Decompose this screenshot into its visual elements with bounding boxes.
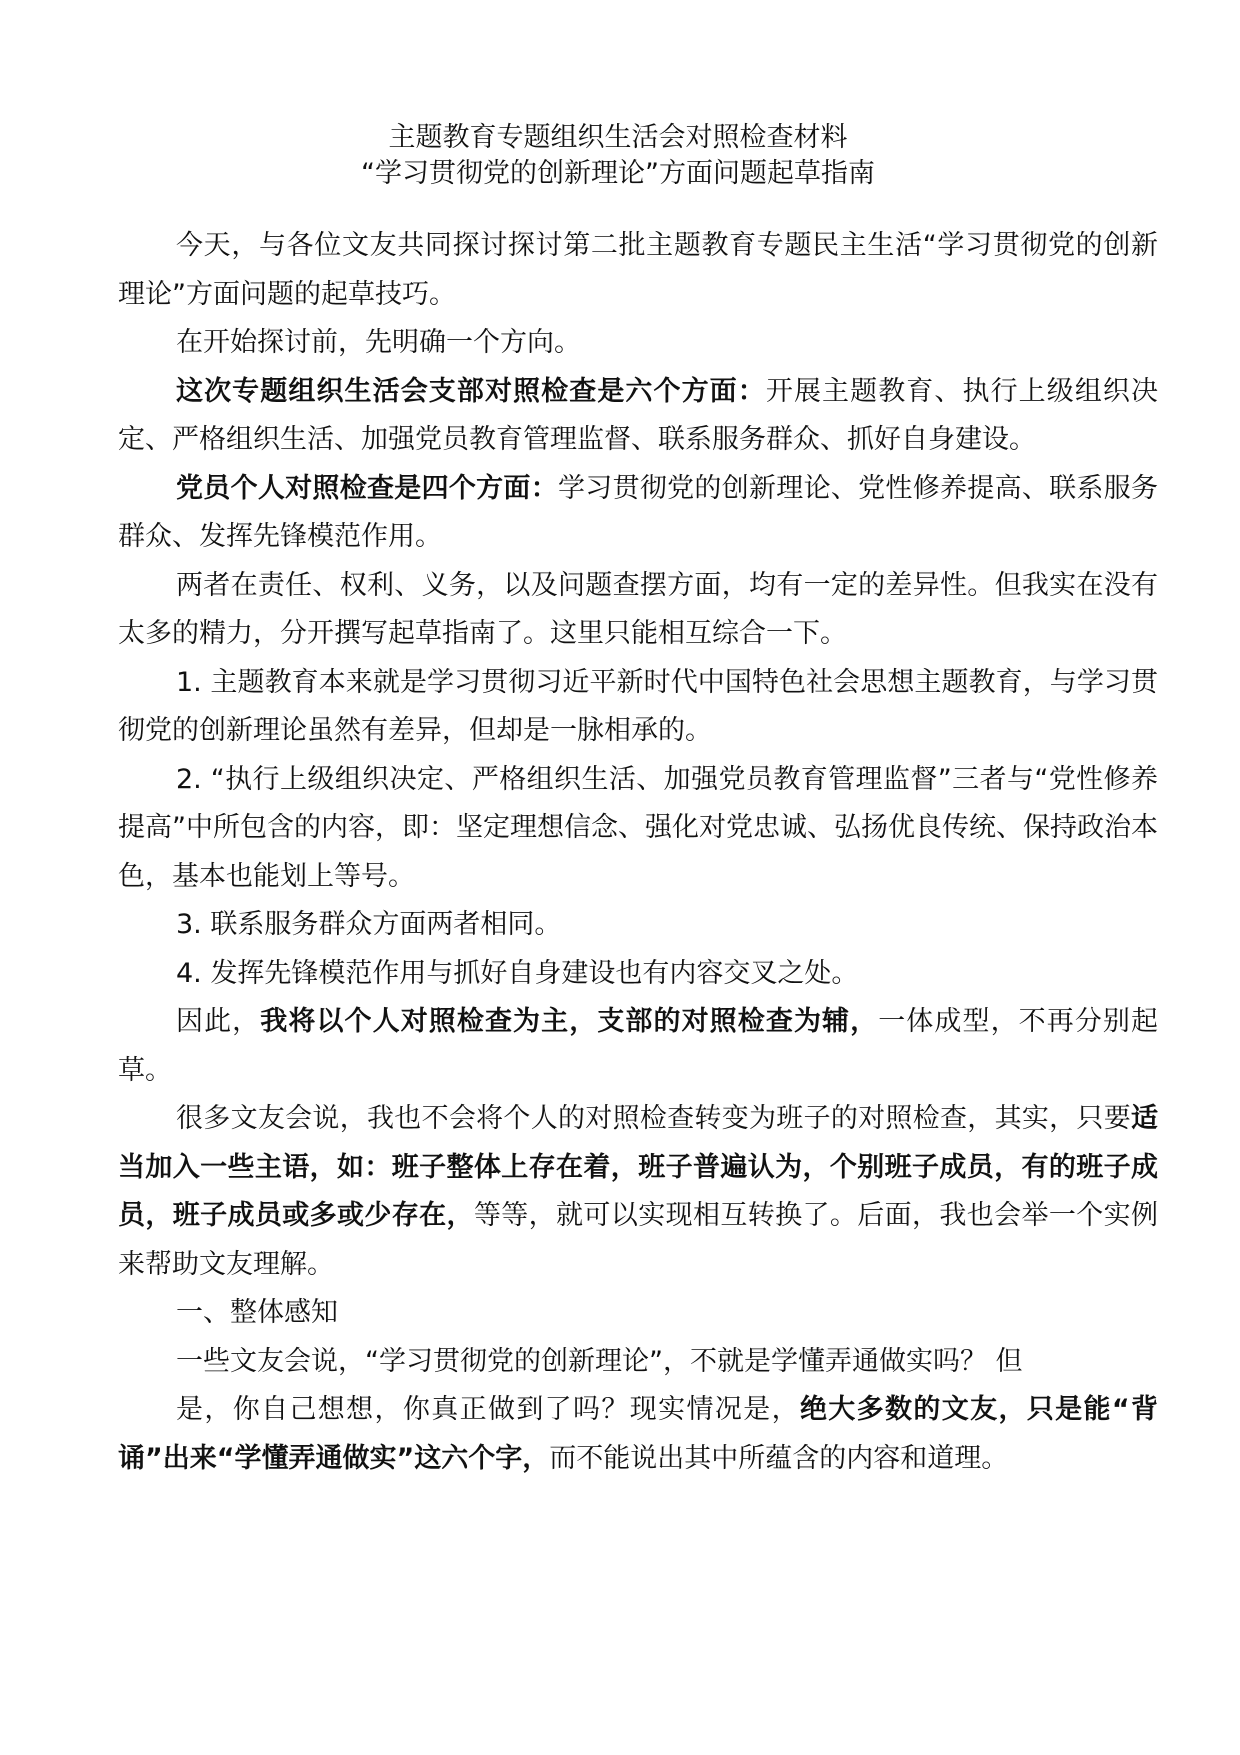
paragraph-3-bold: 这次专题组织生活会支部对照检查是六个方面： xyxy=(176,375,766,407)
paragraph-2: 在开始探讨前，先明确一个方向。 xyxy=(176,327,581,358)
document-title xyxy=(118,120,1158,192)
section-heading-1: 一、整体感知 xyxy=(176,1297,338,1328)
list-item-1: 1. 主题教育本来就是学习贯彻习近平新时代中国特色社会思想主题教育，与学习贯彻党的创新理论虽然有差异，但却是一脉相承的。 xyxy=(118,666,1158,746)
paragraph-11-pre: 很多文友会说，我也不会将个人的对照检查转变为班子的对照检查，其实，只要 xyxy=(176,1103,1131,1134)
title-line-1: 主题教育专题组织生活会对照检查材料 xyxy=(388,122,848,153)
paragraph-11 xyxy=(118,1095,1158,1289)
paragraph-11-post: 等等，就可以实现相互转换了。后面，我也会举一个实例来帮助文友理解。 xyxy=(118,1200,1159,1280)
paragraph-4-text: 学习贯彻党的创新理论、党性修养提高、联系服务群众、发挥先锋模范作用。 xyxy=(118,472,1158,552)
paragraph-14 xyxy=(118,1386,1158,1483)
list-item-3: 3. 联系服务群众方面两者相同。 xyxy=(176,909,562,940)
list-item-2: 2. “执行上级组织决定、严格组织生活、加强党员教育管理监督”三者与“党性修养提高”中所包含的内容，即：坚定理想信念、强化对党忠诚、弘扬优良传统、保持政治本色，基本也能划上等号。 xyxy=(118,763,1158,892)
paragraph-4 xyxy=(118,465,1158,562)
document-page xyxy=(118,120,1158,1483)
paragraph-14-bold: 绝大多数的文友，只是能“背诵”出来“学懂弄通做实”这六个字， xyxy=(118,1394,1159,1474)
paragraph-14-post: 而不能说出其中所蕴含的内容和道理。 xyxy=(549,1442,1009,1474)
paragraph-14-pre: 是，你自己想想，你真正做到了吗？现实情况是， xyxy=(176,1394,800,1425)
paragraph-3 xyxy=(118,368,1158,465)
paragraph-3-text: 开展主题教育、执行上级组织决定、严格组织生活、加强党员教育管理监督、联系服务群众、抓好自身建设。 xyxy=(118,375,1159,455)
paragraph-10-bold: 我将以个人对照检查为主，支部的对照检查为辅， xyxy=(260,1006,879,1037)
paragraph-10 xyxy=(118,998,1158,1095)
paragraph-11-bold: 适当加入一些主语，如：班子整体上存在着，班子普遍认为，个别班子成员，有的班子成员，班子成员或多或少存在， xyxy=(118,1103,1158,1231)
paragraph-4-bold: 党员个人对照检查是四个方面： xyxy=(176,472,558,504)
title-line-2: “学习贯彻党的创新理论”方面问题起草指南 xyxy=(361,158,875,189)
document-body xyxy=(118,222,1158,1483)
paragraph-10-pre: 因此， xyxy=(176,1006,261,1037)
paragraph-1: 今天，与各位文友共同探讨探讨第二批主题教育专题民主生活“学习贯彻党的创新理论”方面问题的起草技巧。 xyxy=(118,230,1158,310)
paragraph-10-post: 一体成型，不再分别起草。 xyxy=(118,1006,1159,1086)
paragraph-13: 一些文友会说，“学习贯彻党的创新理论”，不就是学懂弄通做实吗？ 但 xyxy=(176,1345,1023,1377)
paragraph-5: 两者在责任、权利、义务，以及问题查摆方面，均有一定的差异性。但我实在没有太多的精力，分开撰写起草指南了。这里只能相互综合一下。 xyxy=(118,569,1158,649)
list-item-4: 4. 发挥先锋模范作用与抓好自身建设也有内容交叉之处。 xyxy=(176,957,859,989)
